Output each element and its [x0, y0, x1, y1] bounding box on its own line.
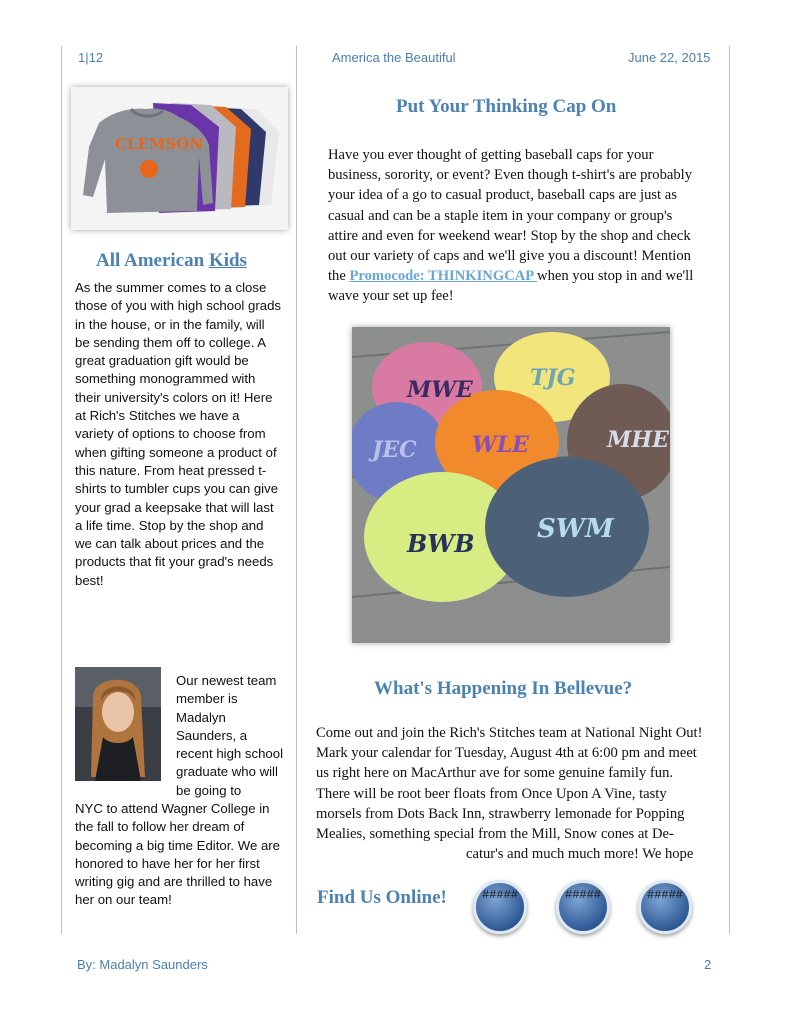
svg-text:WLE: WLE	[472, 432, 529, 458]
author-credit: By: Madalyn Saunders	[77, 957, 208, 972]
twitter-icon[interactable]	[556, 880, 610, 934]
madalyn-portrait	[75, 667, 161, 781]
instagram-glyph: #####	[647, 888, 684, 902]
svg-text:MWE: MWE	[407, 377, 473, 403]
kids-article-body: As the summer comes to a close those of you with high school grads in the house, or in the family, will be sending them off to college. A great graduation gift would be something monogrammed with their university's colors on it! Here at Rich's Stitches we have a variety of options to choose from when gifting someone a product of this nature. From heat pressed t-shirts to tumbler cups you can give your grad a keepsake that will last a life time. Stop by the shop and we can talk about prices and the products that fit your grad's needs best!	[75, 280, 281, 588]
caps-heading: Put Your Thinking Cap On	[396, 96, 617, 117]
page-ref: 1|12	[78, 50, 104, 65]
caps-body-start: Have you ever thought of getting baseball caps for your business, sorority, or event? Even though t-shirt's are probably your idea of a go to casual product, baseball caps are just as casual and can be a staple item in your company or group's attire and even for weekend wear! Stop by the shop and check out our variety of caps and we'll give you a discount! Mention the	[328, 147, 693, 285]
caps-body-end: when you stop in and we'll wave your set up fee!	[328, 268, 694, 303]
find-us-heading: Find Us Online!	[317, 887, 447, 908]
facebook-icon[interactable]	[473, 880, 527, 934]
svg-text:SWM: SWM	[537, 514, 614, 544]
bellevue-article-continued: catur's and much much more! We hope	[466, 846, 694, 862]
page-number: 2	[704, 957, 712, 972]
kids-heading-text: All American	[96, 250, 209, 271]
kids-heading	[96, 250, 247, 272]
twitter-glyph: #####	[565, 888, 602, 902]
svg-text:CLEMSON: CLEMSON	[115, 135, 204, 153]
kids-link[interactable]: Kids	[208, 250, 247, 271]
member-body: NYC to attend Wagner College in the fall to follow her dream of becoming a big time Editor. We are honored to have her for her first writing gig and are thrilled to have her on our team!	[75, 801, 280, 908]
instagram-icon[interactable]	[638, 880, 692, 934]
issue-date: June 22, 2015	[628, 50, 711, 65]
bellevue-article-body: Come out and join the Rich's Stitches team at National Night Out! Mark your calendar for Tuesday, August 4th at 6:00 pm and meet us right here on MacArthur ave for some genuine family fun. There will be root beer floats from Once Upon A Vine, tasty morsels from Dots Back Inn, strawberry lemonade for Popping Mealies, something special from the Mill, Snow cones at De-	[316, 725, 703, 843]
promo-code-link[interactable]: Promocode: THINKINGCAP	[349, 268, 538, 285]
right-margin-line	[729, 46, 730, 934]
column-divider	[296, 46, 297, 934]
newsletter-title: America the Beautiful	[332, 50, 456, 65]
svg-text:JEC: JEC	[372, 437, 417, 463]
member-intro: Our newest team member is Madalyn Saunders, a recent high school graduate who will be going to	[176, 673, 284, 798]
svg-text:TJG: TJG	[530, 365, 576, 391]
bellevue-heading: What's Happening In Bellevue?	[374, 678, 633, 699]
monogram-caps-photo	[352, 327, 670, 643]
sweatshirts-photo	[71, 87, 288, 230]
caps-article-body	[328, 145, 700, 303]
svg-text:MHE: MHE	[607, 427, 669, 453]
left-margin-line	[61, 46, 62, 934]
svg-text:BWB: BWB	[407, 529, 475, 558]
facebook-glyph: #####	[482, 888, 519, 902]
